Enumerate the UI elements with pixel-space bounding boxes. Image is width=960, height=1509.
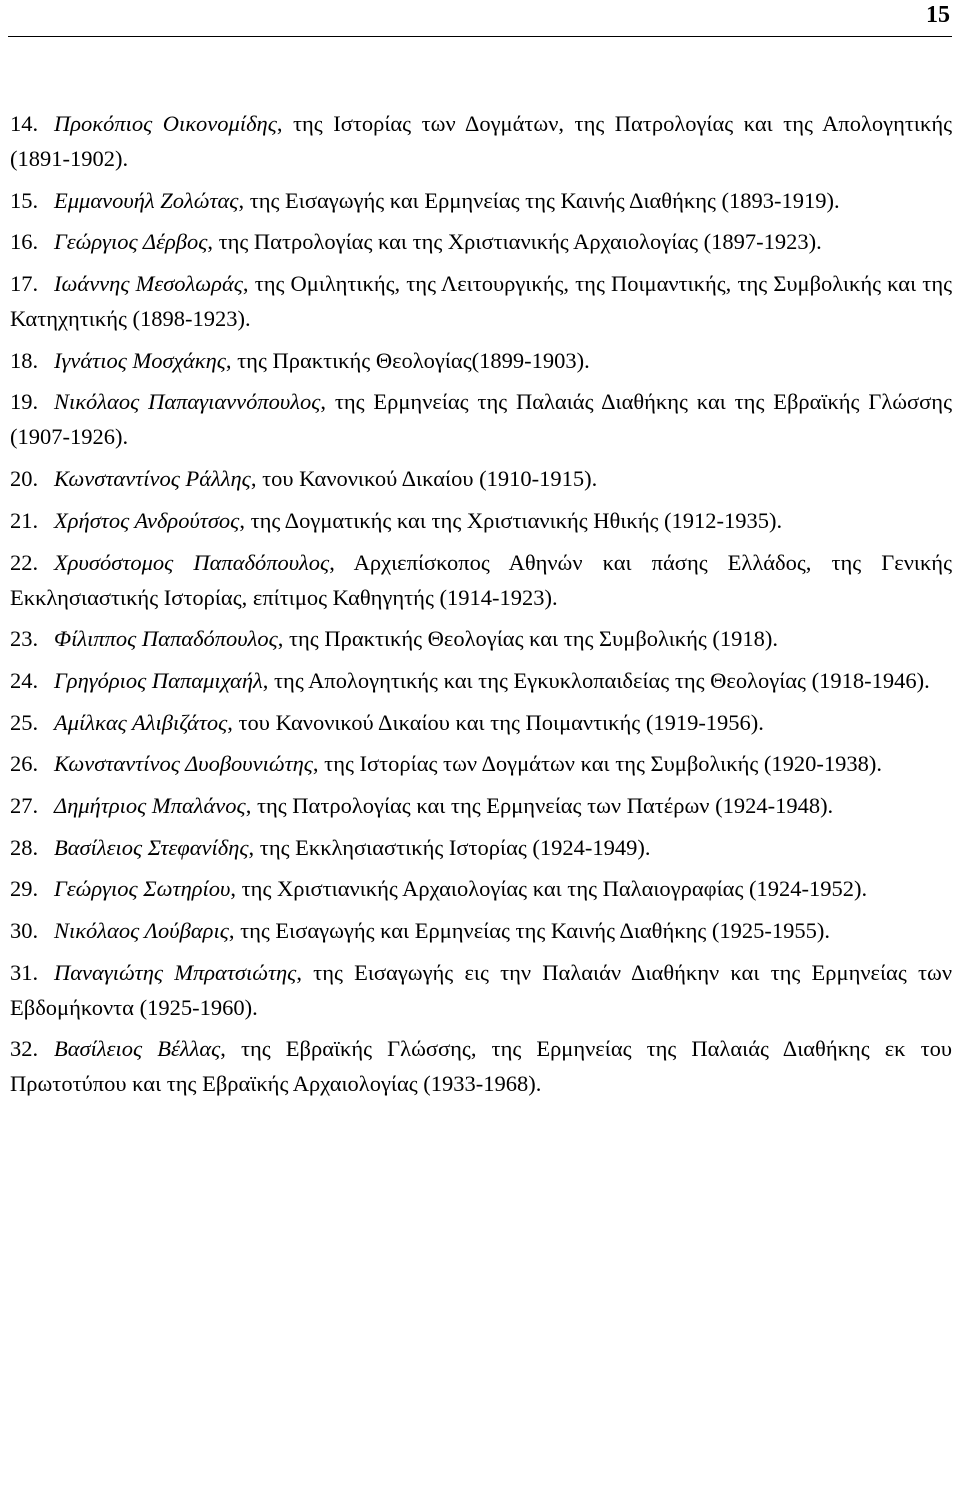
professor-description: , της Ομιλητικής, της Λειτουργικής, της Ποιμαντικής, της Συμβολικής και της Κατηχητικής (1898-1923). [10,271,952,332]
professor-list [10,106,952,1108]
item-number: 32. [10,1036,39,1062]
professor-description: , της Δογματικής και της Χριστιανικής Ηθικής (1912-1935). [239,507,783,533]
list-item [10,343,952,378]
professor-name: Γεώργιος Σωτηρίου [54,876,231,902]
professor-name: Δημήτριος Μπαλάνος [54,792,246,818]
item-number: 23. [10,626,39,652]
list-item [10,705,952,740]
item-number: 27. [10,792,39,818]
list-item [10,461,952,496]
list-item [10,1031,952,1101]
item-number: 31. [10,959,39,985]
professor-name: Χρυσόστομος Παπαδόπουλος [54,549,330,575]
list-item [10,384,952,454]
item-number: 15. [10,187,39,213]
list-item [10,224,952,259]
professor-description: , του Κανονικού Δικαίου (1910-1915). [250,466,598,492]
professor-description: , Αρχιεπίσκοπος Αθηνών και πάσης Ελλάδος, της Γενικής Εκκλησιαστικής Ιστορίας, επίτιμος Καθηγητής (1914-1923). [10,549,952,610]
professor-description: , της Εισαγωγής και Ερμηνείας της Καινής Διαθήκης (1893-1919). [238,187,840,213]
professor-description: , της Εκκλησιαστικής Ιστορίας (1924-1949). [248,834,651,860]
list-item [10,183,952,218]
professor-description: , της Πρακτικής Θεολογίας(1899-1903). [225,347,590,373]
professor-description: , της Πατρολογίας και της Ερμηνείας των Πατέρων (1924-1948). [245,792,834,818]
item-number: 24. [10,667,39,693]
professor-description: , της Ιστορίας των Δογμάτων και της Συμβολικής (1920-1938). [312,751,882,777]
professor-name: Κωνσταντίνος Ράλλης [54,466,251,492]
professor-description: , της Πατρολογίας και της Χριστιανικής Αρχαιολογίας (1897-1923). [207,229,822,255]
professor-description: , της Πρακτικής Θεολογίας και της Συμβολικής (1918). [277,626,778,652]
professor-description: , της Εισαγωγής και Ερμηνείας της Καινής Διαθήκης (1925-1955). [228,918,830,943]
item-number: 19. [10,389,39,415]
professor-name: Εμμανουήλ Ζολώτας [54,187,239,213]
item-number: 25. [10,709,39,735]
professor-name: Νικόλαος Λούβαρις [54,918,229,943]
professor-name: Γεώργιος Δέρβος [54,229,208,255]
list-item [10,955,952,1025]
professor-name: Προκόπιος Οικονομίδης [54,111,277,136]
list-item [10,621,952,656]
list-item [10,830,952,865]
professor-name: Χρήστος Ανδρούτσος [54,507,240,533]
professor-description: , της Εβραϊκής Γλώσσης, της Ερμηνείας της Παλαιάς Διαθήκης εκ του Πρωτοτύπου και της Εβραϊκής Αρχαιολογίας (1933-1968). [10,1036,952,1097]
header-rule [8,36,952,37]
professor-name: Αμίλκας Αλιβιζάτος [54,709,228,735]
list-item [10,545,952,615]
item-number: 29. [10,876,39,902]
professor-name: Νικόλαος Παπαγιαννόπουλος [54,389,321,415]
item-number: 30. [10,918,39,943]
professor-name: Βασίλειος Στεφανίδης [54,834,249,860]
professor-description: , της Εισαγωγής εις την Παλαιάν Διαθήκην και της Ερμηνείας των Εβδομήκοντα (1925-1960). [10,959,952,1020]
professor-description: , του Κανονικού Δικαίου και της Ποιμαντικής (1919-1956). [227,709,764,735]
list-item [10,871,952,906]
list-item [10,913,952,948]
professor-name: Φίλιππος Παπαδόπουλος [54,626,278,652]
item-number: 17. [10,271,39,297]
professor-name: Κωνσταντίνος Δυοβουνιώτης [54,751,313,777]
item-number: 21. [10,507,39,533]
item-number: 22. [10,549,39,575]
list-item [10,788,952,823]
professor-name: Ιγνάτιος Μοσχάκης [54,347,226,373]
professor-description: , της Ιστορίας των Δογμάτων, της Πατρολογίας και της Απολογητικής (1891-1902). [10,111,952,171]
professor-name: Βασίλειος Βέλλας [54,1036,221,1062]
list-item [10,266,952,336]
professor-name: Γρηγόριος Παπαμιχαήλ [54,667,263,693]
item-number: 20. [10,466,39,492]
page-number: 15 [926,2,950,28]
item-number: 18. [10,347,39,373]
professor-name: Ιωάννης Μεσολωράς [54,271,243,297]
professor-name: Παναγιώτης Μπρατσιώτης [54,959,297,985]
list-item [10,746,952,781]
item-number: 26. [10,751,39,777]
professor-description: , της Ερμηνείας της Παλαιάς Διαθήκης και της Εβραϊκής Γλώσσης (1907-1926). [10,389,952,450]
list-item [10,663,952,698]
list-item [10,503,952,538]
professor-description: , της Απολογητικής και της Εγκυκλοπαιδείας της Θεολογίας (1918-1946). [262,667,930,693]
item-number: 14. [10,111,39,136]
item-number: 28. [10,834,39,860]
item-number: 16. [10,229,39,255]
list-item [10,106,952,176]
professor-description: , της Χριστιανικής Αρχαιολογίας και της Παλαιογραφίας (1924-1952). [230,876,868,902]
